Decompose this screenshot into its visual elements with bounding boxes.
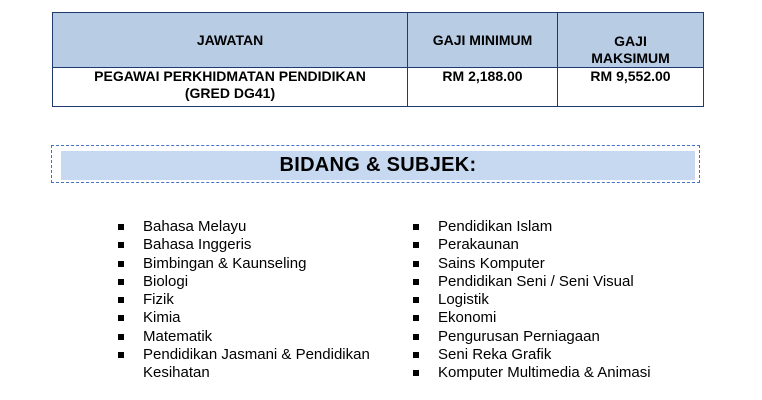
cell-position [53,68,408,107]
subject-label: Bimbingan & Kaunseling [143,254,307,272]
list-item [413,273,713,291]
subject-label: Bahasa Inggeris [143,236,252,254]
table-header-row [53,13,704,68]
subject-list-left [118,218,398,383]
list-item [118,291,398,309]
header-max-salary-line2: MAKSIMUM [591,50,670,66]
list-item [413,309,713,327]
bullet-icon [413,279,419,285]
list-item [413,218,713,236]
bullet-icon [413,261,419,267]
bullet-icon [118,224,124,230]
subject-list-right [413,218,713,383]
section-title: BIDANG & SUBJEK: [279,154,477,176]
subject-label: Pendidikan Islam [438,218,553,235]
subject-label: Pendidikan Jasmani & Pendidikan Kesihatan [143,346,370,382]
list-item [413,236,713,254]
list-item [413,291,713,309]
subject-label: Seni Reka Grafik [438,346,552,364]
list-item [413,364,713,382]
bullet-icon [118,334,124,340]
bullet-icon [413,224,419,230]
bullet-icon [413,297,419,303]
subject-label: Kimia [143,309,181,327]
section-heading-band [61,151,695,180]
list-item [413,346,713,364]
list-item [118,218,398,236]
header-min-salary: GAJI MINIMUM [408,13,558,68]
bullet-icon [118,315,124,321]
bullet-icon [413,334,419,340]
bullet-icon [118,279,124,285]
subject-label: Pendidikan Seni / Seni Visual [438,272,634,290]
header-max-salary [558,13,704,68]
list-item [118,255,398,273]
subject-label: Bahasa Melayu [143,218,247,235]
subject-label: Biologi [143,272,189,290]
subject-label: Sains Komputer [438,254,545,272]
bullet-icon [413,352,419,358]
list-item [118,346,398,383]
bullet-icon [118,261,124,267]
header-position: JAWATAN [53,13,408,68]
list-item [118,236,398,254]
bullet-icon [118,297,124,303]
salary-table [52,12,704,107]
position-grade: (GRED DG41) [184,85,276,101]
subject-label: Pengurusan Perniagaan [438,327,600,345]
subject-label: Fizik [143,291,174,309]
cell-min-salary: RM 2,188.00 [408,68,558,107]
list-item [118,328,398,346]
list-item [413,328,713,346]
cell-max-salary: RM 9,552.00 [558,68,704,107]
bullet-icon [413,242,419,248]
list-item [118,273,398,291]
bullet-icon [413,315,419,321]
subject-label: Ekonomi [438,309,497,327]
bullet-icon [118,242,124,248]
subject-label: Matematik [143,327,213,345]
subject-label: Komputer Multimedia & Animasi [438,364,651,382]
section-heading-box [51,145,700,183]
header-max-salary-line1: GAJI [614,33,647,49]
table-row [53,68,704,107]
bullet-icon [413,370,419,376]
list-item [413,255,713,273]
subject-label: Logistik [438,291,489,309]
list-item [118,309,398,327]
position-name: PEGAWAI PERKHIDMATAN PENDIDIKAN [94,68,366,84]
bullet-icon [118,352,124,358]
subject-label: Perakaunan [438,236,519,254]
